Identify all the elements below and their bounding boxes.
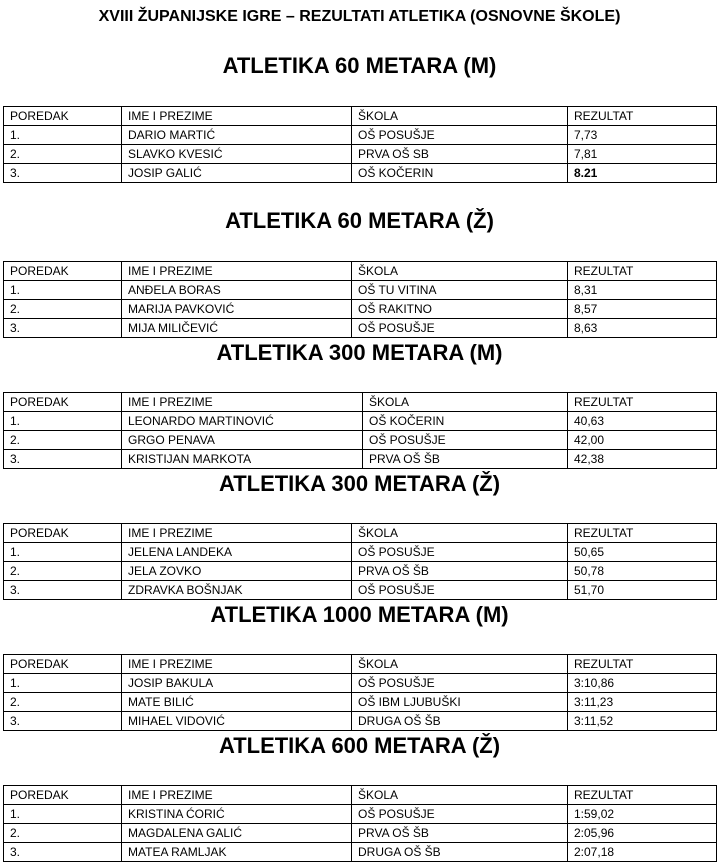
header-school: ŠKOLA — [363, 393, 568, 412]
header-school: ŠKOLA — [352, 786, 568, 805]
school-cell: OŠ RAKITNO — [352, 300, 568, 319]
school-cell: PRVA OŠ ŠB — [352, 824, 568, 843]
rank-cell: 2. — [4, 824, 122, 843]
name-cell: SLAVKO KVESIĆ — [122, 145, 352, 164]
header-rank: POREDAK — [4, 524, 122, 543]
header-name: IME I PREZIME — [122, 524, 352, 543]
result-cell: 51,70 — [568, 581, 717, 600]
table-row — [4, 543, 717, 562]
rank-cell: 1. — [4, 674, 122, 693]
header-school: ŠKOLA — [352, 107, 568, 126]
result-cell: 50,65 — [568, 543, 717, 562]
rank-cell: 3. — [4, 164, 122, 183]
table-header-row — [4, 262, 717, 281]
rank-cell: 1. — [4, 543, 122, 562]
school-cell: OŠ TU VITINA — [352, 281, 568, 300]
table-row — [4, 164, 717, 183]
rank-cell: 3. — [4, 450, 122, 469]
header-result: REZULTAT — [568, 262, 717, 281]
section-heading-300m-m: ATLETIKA 300 METARA (M) — [216, 340, 503, 365]
name-cell: MIJA MILIČEVIĆ — [122, 319, 352, 338]
section-heading-600m-z: ATLETIKA 600 METARA (Ž) — [218, 733, 501, 758]
section-heading-60m-m: ATLETIKA 60 METARA (M) — [222, 53, 497, 78]
header-result: REZULTAT — [568, 107, 717, 126]
table-row — [4, 674, 717, 693]
header-name: IME I PREZIME — [122, 393, 363, 412]
school-cell: OŠ KOČERIN — [363, 412, 568, 431]
header-result: REZULTAT — [568, 524, 717, 543]
header-result: REZULTAT — [568, 393, 717, 412]
header-result: REZULTAT — [568, 786, 717, 805]
results-table-1000m-m — [3, 654, 717, 731]
table-row — [4, 412, 717, 431]
name-cell: MAGDALENA GALIĆ — [122, 824, 352, 843]
school-cell: OŠ IBM LJUBUŠKI — [352, 693, 568, 712]
name-cell: GRGO PENAVA — [122, 431, 363, 450]
rank-cell: 3. — [4, 843, 122, 862]
rank-cell: 1. — [4, 805, 122, 824]
school-cell: OŠ KOČERIN — [352, 164, 568, 183]
header-rank: POREDAK — [4, 262, 122, 281]
name-cell: ZDRAVKA BOŠNJAK — [122, 581, 352, 600]
result-cell: 8,31 — [568, 281, 717, 300]
table-row — [4, 126, 717, 145]
result-cell: 40,63 — [568, 412, 717, 431]
header-school: ŠKOLA — [352, 524, 568, 543]
table-header-row — [4, 524, 717, 543]
result-cell: 7,81 — [568, 145, 717, 164]
school-cell: OŠ POSUŠJE — [352, 543, 568, 562]
table-header-row — [4, 655, 717, 674]
table-row — [4, 843, 717, 862]
table-row — [4, 693, 717, 712]
table-row — [4, 450, 717, 469]
table-row — [4, 805, 717, 824]
rank-cell: 2. — [4, 431, 122, 450]
result-cell: 8.21 — [568, 164, 717, 183]
header-name: IME I PREZIME — [122, 107, 352, 126]
name-cell: MARIJA PAVKOVIĆ — [122, 300, 352, 319]
school-cell: OŠ POSUŠJE — [352, 126, 568, 145]
document-title: XVIII ŽUPANIJSKE IGRE – REZULTATI ATLETIKA (OSNOVNE ŠKOLE) — [98, 8, 621, 25]
table-row — [4, 562, 717, 581]
result-cell: 50,78 — [568, 562, 717, 581]
name-cell: MATEA RAMLJAK — [122, 843, 352, 862]
table-row — [4, 824, 717, 843]
name-cell: KRISTINA ĆORIĆ — [122, 805, 352, 824]
school-cell: OŠ POSUŠJE — [352, 581, 568, 600]
result-cell: 8,57 — [568, 300, 717, 319]
rank-cell: 2. — [4, 562, 122, 581]
header-result: REZULTAT — [568, 655, 717, 674]
table-row — [4, 431, 717, 450]
section-heading-1000m-m: ATLETIKA 1000 METARA (M) — [210, 602, 509, 627]
table-row — [4, 281, 717, 300]
school-cell: PRVA OŠ ŠB — [352, 562, 568, 581]
result-cell: 8,63 — [568, 319, 717, 338]
name-cell: MIHAEL VIDOVIĆ — [122, 712, 352, 731]
rank-cell: 1. — [4, 281, 122, 300]
rank-cell: 1. — [4, 412, 122, 431]
name-cell: JELENA LANDEKA — [122, 543, 352, 562]
name-cell: MATE BILIĆ — [122, 693, 352, 712]
section-heading-300m-z: ATLETIKA 300 METARA (Ž) — [218, 471, 501, 496]
results-table-60m-m — [3, 106, 717, 183]
result-cell: 3:11,23 — [568, 693, 717, 712]
header-school: ŠKOLA — [352, 655, 568, 674]
header-rank: POREDAK — [4, 786, 122, 805]
header-rank: POREDAK — [4, 655, 122, 674]
school-cell: PRVA OŠ ŠB — [363, 450, 568, 469]
school-cell: DRUGA OŠ ŠB — [352, 712, 568, 731]
table-row — [4, 712, 717, 731]
result-cell: 42,00 — [568, 431, 717, 450]
rank-cell: 2. — [4, 300, 122, 319]
school-cell: PRVA OŠ SB — [352, 145, 568, 164]
school-cell: OŠ POSUŠJE — [352, 319, 568, 338]
table-row — [4, 300, 717, 319]
results-table-60m-z — [3, 261, 717, 338]
header-name: IME I PREZIME — [122, 786, 352, 805]
header-name: IME I PREZIME — [122, 655, 352, 674]
result-cell: 42,38 — [568, 450, 717, 469]
school-cell: OŠ POSUŠJE — [363, 431, 568, 450]
result-cell: 1:59,02 — [568, 805, 717, 824]
result-cell: 7,73 — [568, 126, 717, 145]
name-cell: LEONARDO MARTINOVIĆ — [122, 412, 363, 431]
header-rank: POREDAK — [4, 107, 122, 126]
results-table-300m-z — [3, 523, 717, 600]
rank-cell: 3. — [4, 581, 122, 600]
rank-cell: 3. — [4, 319, 122, 338]
table-row — [4, 319, 717, 338]
name-cell: JELA ZOVKO — [122, 562, 352, 581]
name-cell: ANĐELA BORAS — [122, 281, 352, 300]
result-cell: 3:10,86 — [568, 674, 717, 693]
results-table-300m-m — [3, 392, 717, 469]
result-cell: 2:05,96 — [568, 824, 717, 843]
rank-cell: 3. — [4, 712, 122, 731]
school-cell: DRUGA OŠ ŠB — [352, 843, 568, 862]
header-rank: POREDAK — [4, 393, 122, 412]
table-header-row — [4, 107, 717, 126]
rank-cell: 2. — [4, 145, 122, 164]
table-header-row — [4, 786, 717, 805]
header-name: IME I PREZIME — [122, 262, 352, 281]
rank-cell: 2. — [4, 693, 122, 712]
rank-cell: 1. — [4, 126, 122, 145]
results-table-600m-z — [3, 785, 717, 862]
table-row — [4, 145, 717, 164]
header-school: ŠKOLA — [352, 262, 568, 281]
name-cell: KRISTIJAN MARKOTA — [122, 450, 363, 469]
result-cell: 3:11,52 — [568, 712, 717, 731]
name-cell: JOSIP BAKULA — [122, 674, 352, 693]
name-cell: DARIO MARTIĆ — [122, 126, 352, 145]
table-row — [4, 581, 717, 600]
result-cell: 2:07,18 — [568, 843, 717, 862]
school-cell: OŠ POSUŠJE — [352, 674, 568, 693]
table-header-row — [4, 393, 717, 412]
name-cell: JOSIP GALIĆ — [122, 164, 352, 183]
school-cell: OŠ POSUŠJE — [352, 805, 568, 824]
section-heading-60m-z: ATLETIKA 60 METARA (Ž) — [225, 208, 494, 233]
